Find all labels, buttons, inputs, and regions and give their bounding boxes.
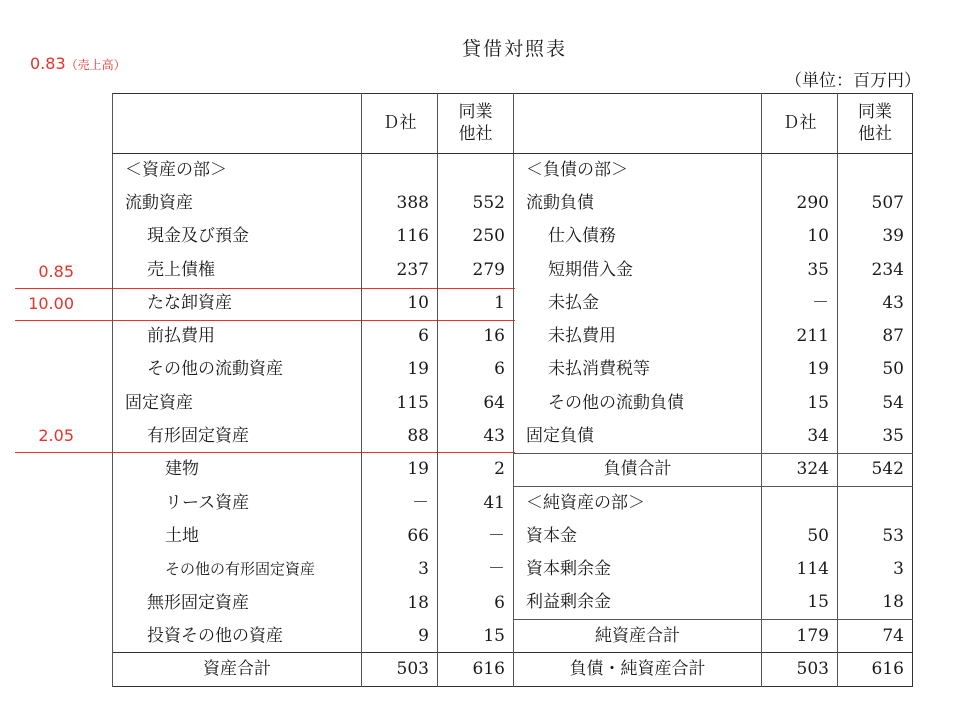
liability-total-label: 負債合計 bbox=[514, 453, 762, 486]
liability-peer-value: 35 bbox=[838, 420, 913, 453]
header-blank bbox=[514, 94, 762, 154]
asset-d-value: 115 bbox=[362, 387, 438, 420]
liability-d-value: 10 bbox=[762, 220, 838, 253]
header-d-company: Ｄ社 bbox=[762, 94, 838, 154]
asset-peer-value: 250 bbox=[438, 220, 514, 253]
annotation-inventory-ratio: 10.00 bbox=[28, 294, 74, 313]
table-row bbox=[113, 387, 913, 420]
table-row bbox=[113, 154, 913, 187]
table-row bbox=[113, 320, 913, 353]
asset-peer-value bbox=[438, 154, 514, 187]
header-blank bbox=[113, 94, 362, 154]
liability-peer-value: 616 bbox=[838, 653, 913, 686]
liability-label: 資本金 bbox=[514, 520, 762, 553]
asset-peer-value: － bbox=[438, 553, 514, 586]
asset-label: 建物 bbox=[113, 453, 362, 486]
asset-total-label: 資産合計 bbox=[113, 653, 362, 686]
asset-label: ＜資産の部＞ bbox=[113, 154, 362, 187]
liability-peer-value: 50 bbox=[838, 353, 913, 386]
liability-d-value: 35 bbox=[762, 253, 838, 286]
liability-peer-value bbox=[838, 154, 913, 187]
liability-label: ＜純資産の部＞ bbox=[514, 486, 762, 519]
asset-d-value bbox=[362, 154, 438, 187]
liability-d-value: 15 bbox=[762, 387, 838, 420]
asset-peer-value: 616 bbox=[438, 653, 514, 686]
liability-peer-value: 53 bbox=[838, 520, 913, 553]
asset-peer-value: － bbox=[438, 520, 514, 553]
liability-d-value: 290 bbox=[762, 187, 838, 220]
table-row bbox=[113, 586, 913, 619]
asset-peer-value: 41 bbox=[438, 486, 514, 519]
liability-peer-value: 39 bbox=[838, 220, 913, 253]
liability-label: 仕入債務 bbox=[514, 220, 762, 253]
liability-label: 未払消費税等 bbox=[514, 353, 762, 386]
liability-peer-value bbox=[838, 486, 913, 519]
annotation-value: 0.83 bbox=[30, 54, 66, 73]
page-title: 貸借対照表 bbox=[461, 38, 567, 60]
table-header-row bbox=[113, 94, 913, 154]
asset-peer-value: 16 bbox=[438, 320, 514, 353]
asset-label: リース資産 bbox=[113, 486, 362, 519]
liability-d-value: 211 bbox=[762, 320, 838, 353]
annotation-caption: （売上高） bbox=[65, 58, 126, 72]
liability-d-value bbox=[762, 154, 838, 187]
liability-d-value: 179 bbox=[762, 620, 838, 653]
table-row bbox=[113, 420, 913, 453]
table-row bbox=[113, 453, 913, 486]
table-row bbox=[113, 287, 913, 320]
table-total-row bbox=[113, 653, 913, 686]
asset-peer-value: 6 bbox=[438, 586, 514, 619]
unit-label: （単位：百万円） bbox=[785, 71, 921, 91]
liability-d-value bbox=[762, 486, 838, 519]
liability-peer-value: 542 bbox=[838, 453, 913, 486]
asset-d-value: 388 bbox=[362, 187, 438, 220]
liability-label: 利益剰余金 bbox=[514, 586, 762, 619]
asset-d-value: 503 bbox=[362, 653, 438, 686]
liability-d-value: 324 bbox=[762, 453, 838, 486]
annotation-receivables-ratio: 0.85 bbox=[38, 262, 74, 281]
liability-label: 未払費用 bbox=[514, 320, 762, 353]
liability-peer-value: 18 bbox=[838, 586, 913, 619]
header-peer-line2: 他社 bbox=[458, 123, 493, 144]
table-row bbox=[113, 553, 913, 586]
asset-peer-value: 552 bbox=[438, 187, 514, 220]
asset-d-value: 3 bbox=[362, 553, 438, 586]
asset-d-value: － bbox=[362, 486, 438, 519]
asset-peer-value: 43 bbox=[438, 420, 514, 453]
asset-label: 無形固定資産 bbox=[113, 586, 362, 619]
asset-label: 売上債権 bbox=[113, 253, 362, 286]
liability-d-value: 503 bbox=[762, 653, 838, 686]
liability-d-value: － bbox=[762, 287, 838, 320]
table-row bbox=[113, 520, 913, 553]
liability-label: 短期借入金 bbox=[514, 253, 762, 286]
liability-label: 固定負債 bbox=[514, 420, 762, 453]
asset-peer-value: 2 bbox=[438, 453, 514, 486]
asset-peer-value: 6 bbox=[438, 353, 514, 386]
asset-label: 土地 bbox=[113, 520, 362, 553]
asset-d-value: 237 bbox=[362, 253, 438, 286]
header-peer-line2: 他社 bbox=[858, 123, 892, 144]
annotation-sales-ratio bbox=[30, 54, 126, 73]
asset-label: 投資その他の資産 bbox=[113, 620, 362, 653]
liability-peer-value: 43 bbox=[838, 287, 913, 320]
asset-label: その他の有形固定資産 bbox=[113, 553, 362, 586]
asset-d-value: 88 bbox=[362, 420, 438, 453]
liability-label: 流動負債 bbox=[514, 187, 762, 220]
liability-peer-value: 54 bbox=[838, 387, 913, 420]
asset-label: たな卸資産 bbox=[113, 287, 362, 320]
asset-d-value: 66 bbox=[362, 520, 438, 553]
liability-peer-value: 3 bbox=[838, 553, 913, 586]
asset-label: 現金及び預金 bbox=[113, 220, 362, 253]
liability-d-value: 50 bbox=[762, 520, 838, 553]
asset-label: その他の流動資産 bbox=[113, 353, 362, 386]
balance-sheet-table bbox=[112, 93, 913, 687]
header-peer bbox=[838, 94, 913, 154]
annotation-fixed-assets-ratio: 2.05 bbox=[38, 426, 74, 445]
table-row bbox=[113, 220, 913, 253]
asset-d-value: 6 bbox=[362, 320, 438, 353]
liability-d-value: 114 bbox=[762, 553, 838, 586]
asset-d-value: 9 bbox=[362, 620, 438, 653]
header-peer-line1: 同業 bbox=[458, 102, 493, 123]
asset-peer-value: 1 bbox=[438, 287, 514, 320]
asset-peer-value: 279 bbox=[438, 253, 514, 286]
asset-d-value: 19 bbox=[362, 453, 438, 486]
table-row bbox=[113, 253, 913, 286]
liability-label: 資本剰余金 bbox=[514, 553, 762, 586]
asset-d-value: 10 bbox=[362, 287, 438, 320]
liability-d-value: 19 bbox=[762, 353, 838, 386]
table-row bbox=[113, 353, 913, 386]
asset-d-value: 18 bbox=[362, 586, 438, 619]
table-row bbox=[113, 187, 913, 220]
liability-label: その他の流動負債 bbox=[514, 387, 762, 420]
header-d-company: Ｄ社 bbox=[362, 94, 438, 154]
table-row bbox=[113, 486, 913, 519]
asset-d-value: 116 bbox=[362, 220, 438, 253]
asset-label: 流動資産 bbox=[113, 187, 362, 220]
header-peer-line1: 同業 bbox=[858, 102, 892, 123]
liability-label: ＜負債の部＞ bbox=[514, 154, 762, 187]
liability-equity-total-label: 負債・純資産合計 bbox=[514, 653, 762, 686]
header-peer bbox=[438, 94, 514, 154]
asset-label: 固定資産 bbox=[113, 387, 362, 420]
net-assets-total-label: 純資産合計 bbox=[514, 620, 762, 653]
table-row bbox=[113, 620, 913, 653]
liability-peer-value: 74 bbox=[838, 620, 913, 653]
asset-label: 有形固定資産 bbox=[113, 420, 362, 453]
asset-peer-value: 64 bbox=[438, 387, 514, 420]
liability-d-value: 15 bbox=[762, 586, 838, 619]
asset-peer-value: 15 bbox=[438, 620, 514, 653]
liability-d-value: 34 bbox=[762, 420, 838, 453]
liability-peer-value: 234 bbox=[838, 253, 913, 286]
liability-peer-value: 87 bbox=[838, 320, 913, 353]
liability-label: 未払金 bbox=[514, 287, 762, 320]
liability-peer-value: 507 bbox=[838, 187, 913, 220]
asset-d-value: 19 bbox=[362, 353, 438, 386]
asset-label: 前払費用 bbox=[113, 320, 362, 353]
